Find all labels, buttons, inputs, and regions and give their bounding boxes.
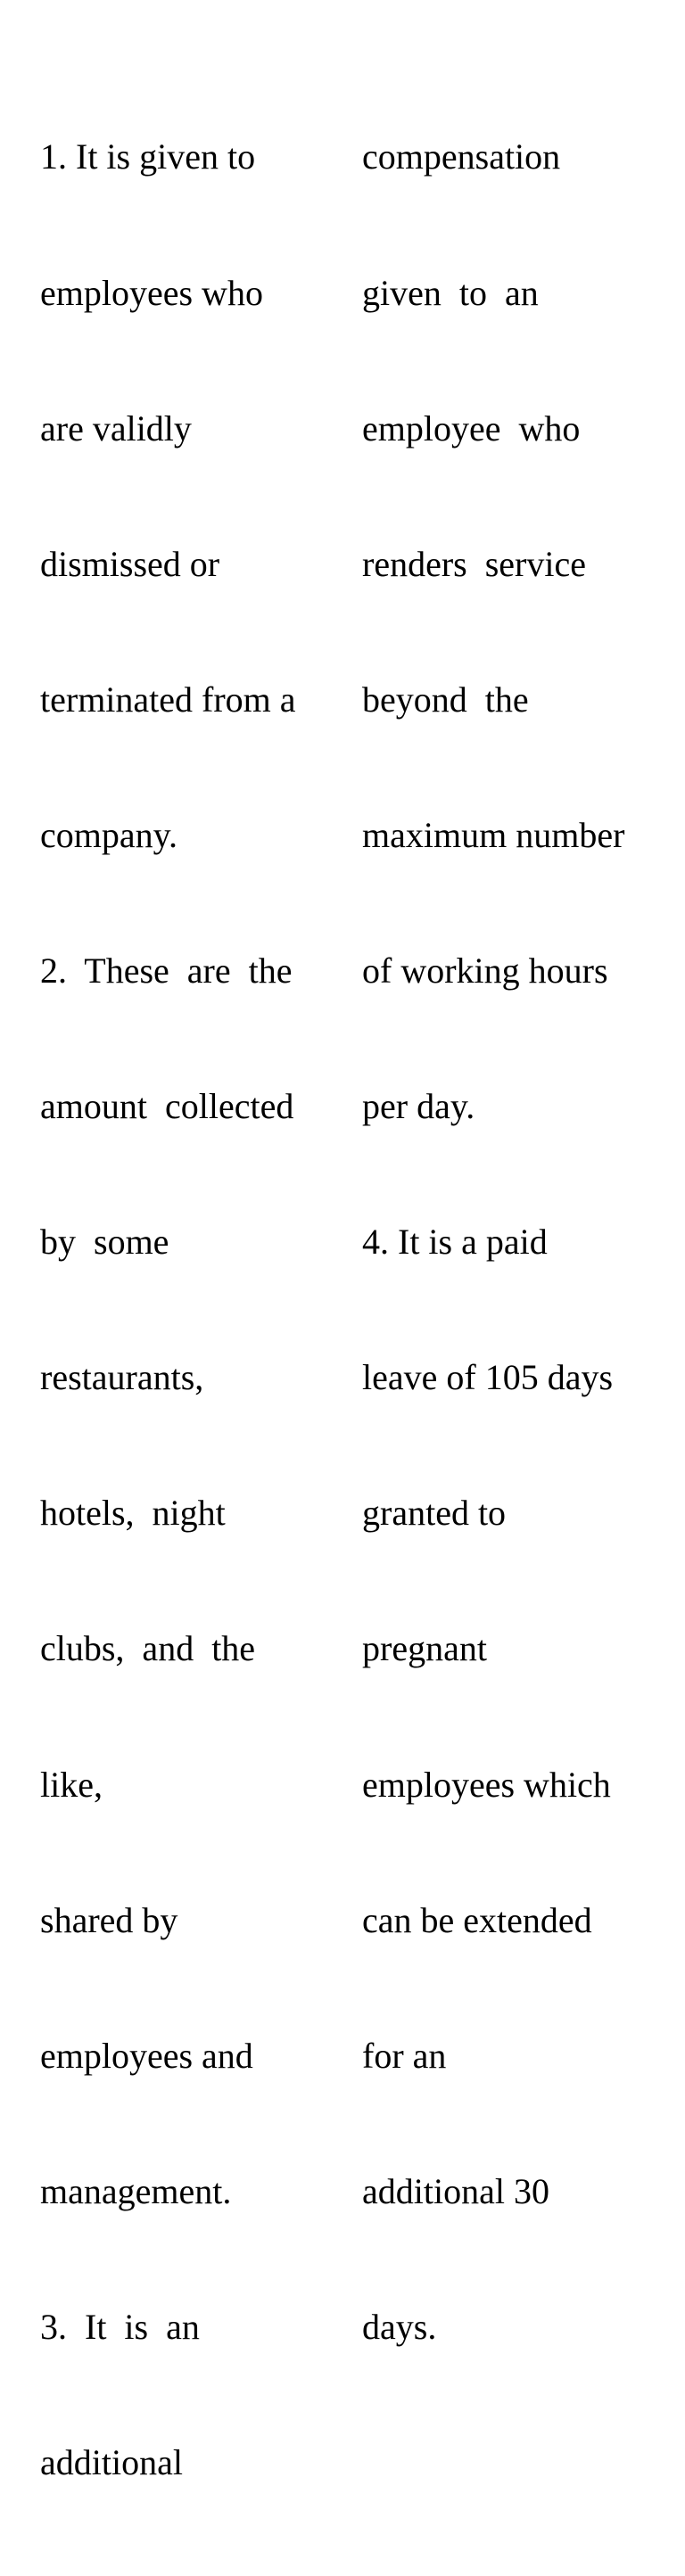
text-line: company.: [40, 814, 178, 855]
text-line: management.: [40, 2170, 232, 2211]
text-line: maximum number: [362, 814, 625, 855]
text-line: additional: [40, 2442, 183, 2482]
text-line: terminated from a: [40, 679, 296, 720]
text-line: clubs, and the: [40, 1628, 256, 1669]
text-line: employees who: [40, 272, 263, 313]
right-text-column: [362, 45, 656, 2440]
text-line: renders service: [362, 543, 586, 584]
text-line: dismissed or: [40, 543, 220, 584]
text-line: compensation: [362, 136, 561, 177]
text-line: are validly: [40, 407, 192, 449]
text-line: employees and: [40, 2035, 253, 2076]
text-line: can be extended: [362, 1899, 592, 1940]
text-line: days.: [362, 2306, 437, 2347]
text-line: additional 30: [362, 2170, 549, 2211]
text-line: per day.: [362, 1086, 475, 1127]
text-line: amount collected: [40, 1086, 294, 1127]
text-line: 2. These are the: [40, 950, 293, 991]
text-line: beyond the: [362, 679, 529, 720]
text-line: given to an: [362, 272, 539, 313]
text-line: shared by: [40, 1899, 178, 1940]
text-line: like,: [40, 1764, 103, 1805]
text-line: 4. It is a paid: [362, 1222, 548, 1263]
text-line: of working hours: [362, 950, 608, 991]
text-line: restaurants,: [40, 1357, 204, 1398]
text-line: 1. It is given to: [40, 136, 256, 177]
text-line: employees which: [362, 1764, 611, 1805]
text-line: 3. It is an: [40, 2306, 200, 2347]
text-line: granted to: [362, 1493, 507, 1534]
text-line: leave of 105 days: [362, 1357, 614, 1398]
left-text-column: [40, 45, 326, 2576]
text-line: hotels, night: [40, 1493, 226, 1534]
text-line: pregnant: [362, 1628, 487, 1669]
text-line: employee who: [362, 407, 581, 449]
text-line: by some: [40, 1222, 169, 1263]
text-line: for an: [362, 2035, 447, 2076]
